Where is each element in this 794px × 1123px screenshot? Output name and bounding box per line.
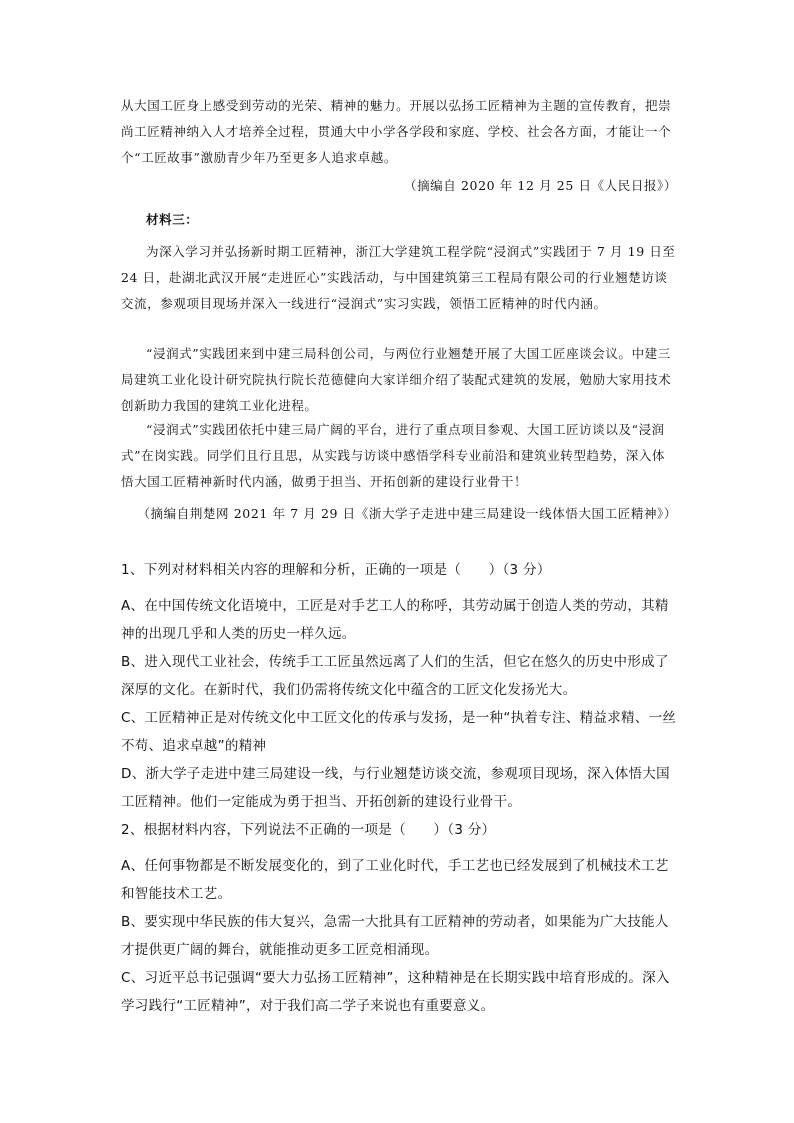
material3-paragraph: “浸润式”实践团来到中建三局科创公司，与两位行业翘楚开展了大国工匠座谈会议。中建三局建筑工业化设计研究院执行院长范德健向大家详细介绍了装配式建筑的发展，勉励大家用技术创新助力我国的建筑工业化进程。 (121, 346, 672, 413)
material3-paragraph: “浸润式”实践团依托中建三局广阔的平台，进行了重点项目参观、大国工匠访谈以及“浸润式”在岗实践。同学们且行且思，从实践与访谈中感悟学科专业前沿和建筑业转型趋势，深入体悟大国工匠精神新时代内涵，做勇于担当、开拓创新的建设行业骨干！ (121, 422, 666, 489)
material3-heading: 材料三： (146, 212, 199, 227)
material3-paragraph: 为深入学习并弘扬新时期工匠精神，浙江大学建筑工程学院“浸润式”实践团于 7 月 19 日至 24 日，赴湖北武汉开展“走进匠心”实践活动，与中国建筑第三工程局有限公司的行业翘楚访谈交流，参观项目现场并深入一线进行“浸润式”实习实践，领悟工匠精神的时代内涵。 (121, 244, 676, 311)
question-1-option-c: C、工匠精神正是对传统文化中工匠文化的传承与发扬，是一种“执着专注、精益求精、一丝不苟、追求卓越”的精神 (121, 710, 677, 754)
material3-source: （摘编自荆楚网 2021 年 7 月 29 日《浙大学子走进中建三局建设一线体悟大国工匠精神》） (137, 506, 677, 521)
question-2-option-a: A、任何事物都是不断发展变化的，到了工业化时代，手工艺也已经发展到了机械技术工艺和智能技术工艺。 (121, 858, 669, 902)
question-1-stem: 1、下列对材料相关内容的理解和分析，正确的一项是（ ）（3 分） (121, 562, 551, 578)
question-2-stem: 2、根据材料内容，下列说法不正确的一项是（ ）（3 分） (121, 822, 496, 838)
question-1-option-d: D、浙大学子走进中建三局建设一线，与行业翘楚访谈交流，参观项目现场，深入体悟大国工匠精神。他们一定能成为勇于担当、开拓创新的建设行业骨干。 (121, 766, 670, 810)
material2-source: （摘编自 2020 年 12 月 25 日《人民日报》） (403, 178, 677, 193)
question-1-option-a: A、在中国传统文化语境中，工匠是对手艺工人的称呼，其劳动属于创造人类的劳动，其精神的出现几乎和人类的历史一样久远。 (121, 598, 669, 642)
question-2-option-b: B、要实现中华民族的伟大复兴，急需一大批具有工匠精神的劳动者，如果能为广大技能人才提供更广阔的舞台，就能推动更多工匠竞相涌现。 (121, 914, 669, 958)
question-1-option-b: B、进入现代工业社会，传统手工工匠虽然远离了人们的生活，但它在悠久的历史中形成了深厚的文化。在新时代，我们仍需将传统文化中蕴含的工匠文化发扬光大。 (121, 654, 669, 698)
material2-continuation: 从大国工匠身上感受到劳动的光荣、精神的魅力。开展以弘扬工匠精神为主题的宣传教育，把崇尚工匠精神纳入人才培养全过程，贯通大中小学各学段和家庭、学校、社会各方面，才能让一个个“工匠故事”激励青少年乃至更多人追求卓越。 (121, 98, 672, 165)
question-2-option-c: C、习近平总书记强调“要大力弘扬工匠精神”，这种精神是在长期实践中培育形成的。深入学习践行“工匠精神”，对于我们高二学子来说也有重要意义。 (121, 970, 670, 1014)
